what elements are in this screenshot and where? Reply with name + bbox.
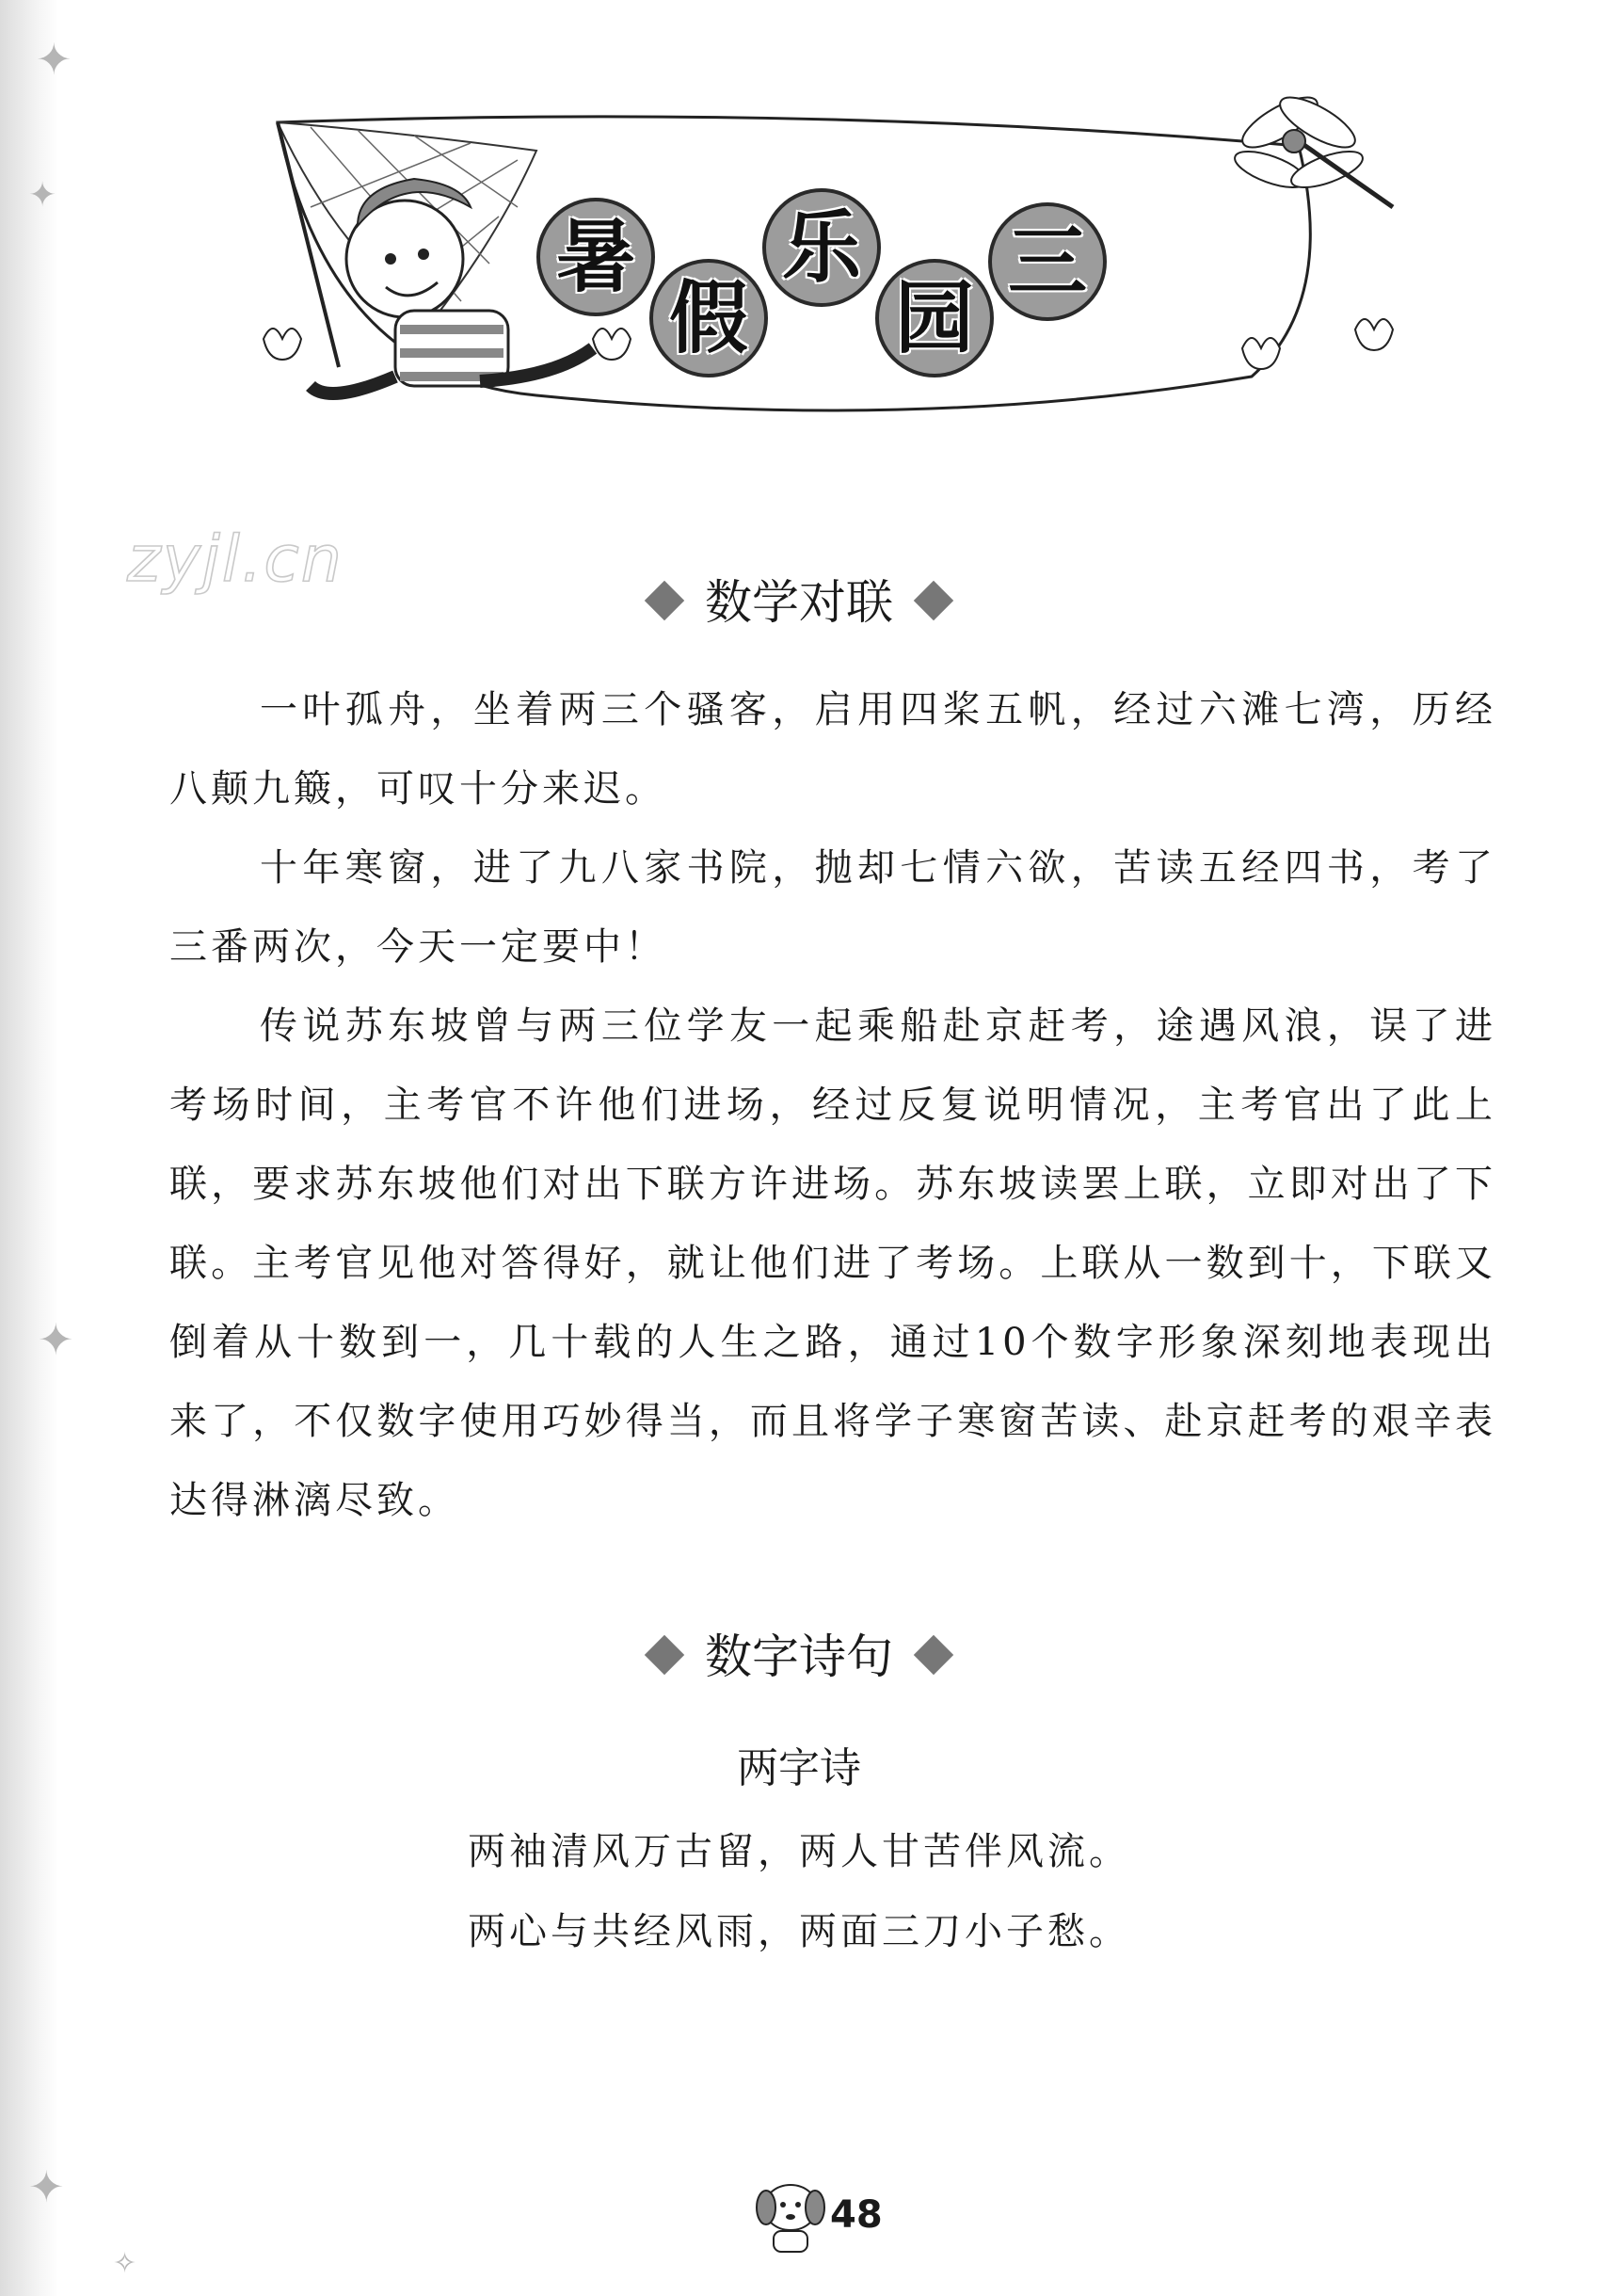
header-banner — [254, 66, 1412, 461]
star-icon: ✦ — [36, 34, 72, 85]
diamond-icon — [914, 1634, 953, 1674]
watermark: zyjl.cn — [127, 522, 344, 597]
section-title-math-couplet — [0, 565, 1598, 633]
dragonfly-icon — [1231, 88, 1393, 207]
star-icon: ✧ — [113, 2247, 137, 2280]
poem-title: 两字诗 — [737, 1744, 861, 1792]
title-char: 乐 — [762, 188, 881, 307]
paragraph: 传说苏东坡曾与两三位学友一起乘船赴京赶考，途遇风浪，误了进考场时间，主考官不许他们进场，经过反复说明情况，主考官出了此上联，要求苏东坡他们对出下联方许进场。苏东坡读罢上联，立即对出了下联。主考官见他对答得好，就让他们进了考场。上联从一数到十，下联又倒着从十数到一，几十载的人生之路，通过10个数字形象深刻地表现出来了，不仅数字使用巧妙得当，而且将学子寒窗苦读、赴京赶考的艰辛表达得淋漓尽致。 — [169, 1004, 1496, 1522]
title-char: 暑 — [536, 198, 655, 316]
puppy-icon — [753, 2165, 828, 2259]
page-number: 48 — [830, 2193, 883, 2237]
poem-line: 两心与共经风雨，两面三刀小子愁。 — [468, 1910, 1130, 1953]
title-char: 园 — [875, 259, 994, 377]
footer — [753, 2165, 903, 2269]
paragraph: 一叶孤舟，坐着两三个骚客，启用四桨五帆，经过六滩七湾，历经八颠九簸，可叹十分来迟。 — [169, 688, 1496, 811]
title-char: 假 — [649, 259, 768, 377]
star-icon: ✦ — [28, 176, 57, 215]
title-char: 三 — [988, 202, 1107, 321]
diamond-icon — [645, 1634, 684, 1674]
star-icon: ✦ — [28, 2161, 65, 2212]
diamond-icon — [914, 580, 953, 619]
section-title-number-poems — [0, 1619, 1598, 1687]
diamond-icon — [645, 580, 684, 619]
paragraph: 十年寒窗，进了九八家书院，抛却七情六欲，苦读五经四书，考了三番两次，今天一定要中！ — [169, 846, 1496, 969]
section-title-text: 数字诗句 — [705, 1630, 893, 1684]
star-icon: ✦ — [38, 1314, 74, 1365]
boy-leg — [311, 377, 395, 393]
header-title — [536, 169, 1139, 377]
section-title-text: 数学对联 — [705, 575, 893, 630]
poem-line: 两袖清风万古留，两人甘苦伴风流。 — [468, 1830, 1130, 1873]
